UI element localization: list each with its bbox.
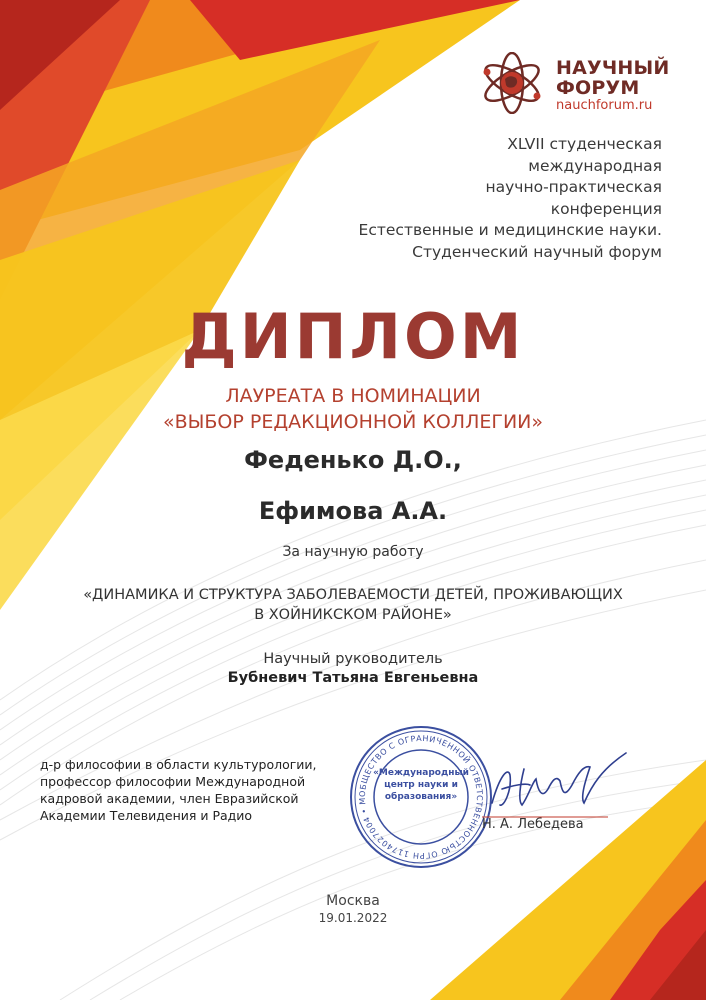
- signer-name: Н. А. Лебедева: [482, 817, 584, 832]
- supervisor-name: Бубневич Татьяна Евгеньевна: [227, 670, 479, 686]
- signer-description: д-р философии в области культурологии, профессор философии Международной кадровой академии, член Евразийской Академии Телевидения и Радио: [40, 757, 317, 823]
- diploma-title: ДИПЛОМ: [181, 300, 525, 373]
- signature-icon: [480, 745, 630, 825]
- work-label: За научную работу: [282, 544, 424, 560]
- conference-info: [359, 134, 662, 263]
- official-stamp: [346, 722, 496, 872]
- logo: [478, 52, 668, 114]
- conference-line: научно-практическая: [485, 178, 662, 196]
- laureate-name: Ефимова А.А.: [258, 497, 448, 525]
- conference-line: конференция: [550, 199, 662, 218]
- work-title-line: В ХОЙНИКСКОМ РАЙОНЕ»: [254, 607, 452, 623]
- city: Москва: [326, 893, 380, 909]
- atom-globe-icon: [478, 52, 550, 114]
- logo-title: НАУЧНЫЙ ФОРУМ: [556, 57, 670, 99]
- svg-text:ОБЩЕСТВО С ОГРАНИЧЕННОЙ ОТВЕТС: ОБЩЕСТВО С ОГРАНИЧЕННОЙ ОТВЕТСТВЕННОСТЬЮ ОГРН 1174027004 • М: [357, 733, 485, 861]
- nomination: [0, 383, 706, 435]
- conference-line: Студенческий научный форум: [412, 242, 662, 261]
- nomination-line: ЛАУРЕАТА В НОМИНАЦИИ: [225, 385, 481, 407]
- work-title-line: «ДИНАМИКА И СТРУКТУРА ЗАБОЛЕВАЕМОСТИ ДЕТЕЙ, ПРОЖИВАЮЩИХ: [83, 587, 623, 603]
- conference-line: Естественные и медицинские науки.: [358, 221, 662, 239]
- laureate-name: Феденько Д.О.,: [244, 446, 462, 474]
- stamp-center-text: «Международный центр науки и образования»: [373, 768, 469, 802]
- logo-url: nauchforum.ru: [556, 98, 653, 113]
- conference-line: международная: [528, 156, 662, 175]
- date: 19.01.2022: [318, 911, 388, 925]
- conference-line: XLVII студенческая: [507, 135, 662, 153]
- supervisor-label: Научный руководитель: [263, 651, 443, 667]
- nomination-line: «ВЫБОР РЕДАКЦИОННОЙ КОЛЛЕГИИ»: [162, 411, 544, 433]
- work-title: [40, 585, 666, 625]
